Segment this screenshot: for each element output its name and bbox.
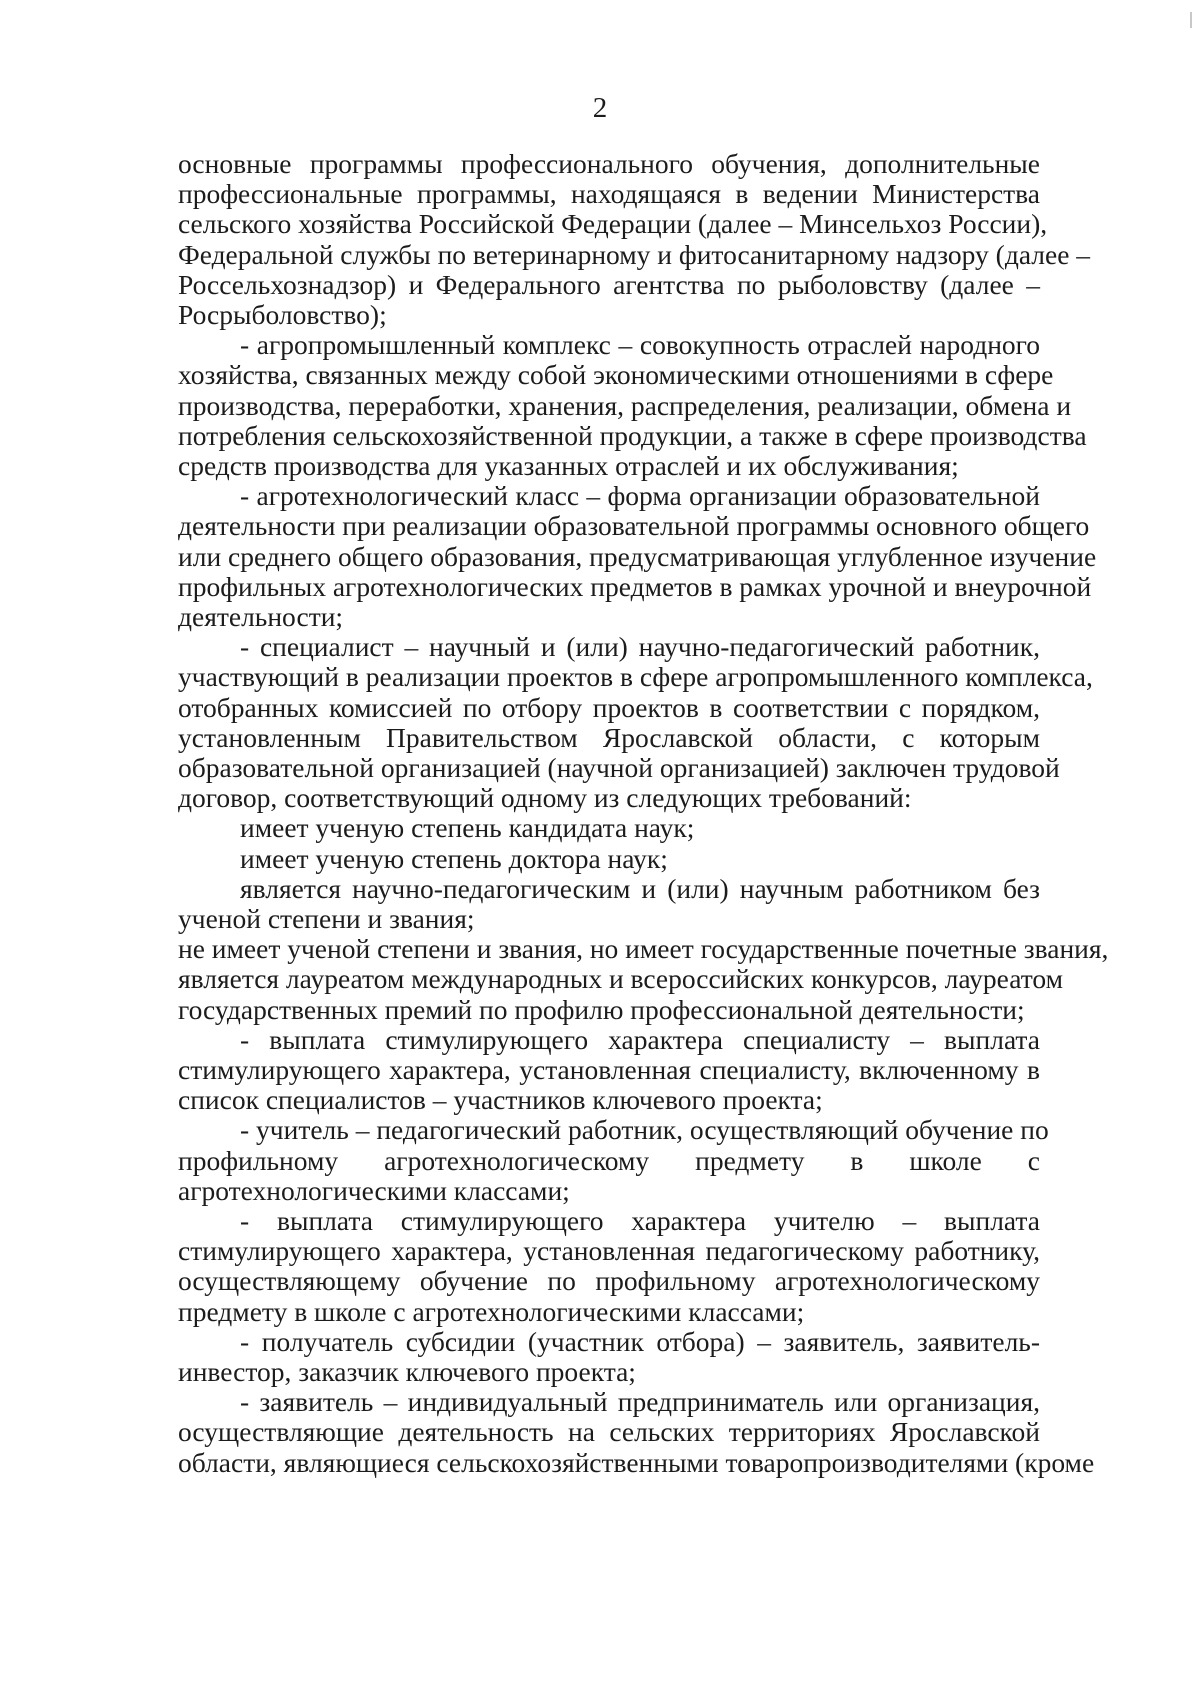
text-line: Росрыболовство); bbox=[178, 299, 387, 330]
text-line: профильных агротехнологических предметов в рамках урочной и внеурочной bbox=[178, 571, 1092, 602]
text-line: Федеральной службы по ветеринарному и фитосанитарному надзору (далее – bbox=[178, 239, 1091, 270]
text-line: - агропромышленный комплекс – совокупность отраслей народного bbox=[240, 329, 1040, 360]
text-line: области, являющиеся сельскохозяйственными товаропроизводителями (кроме bbox=[178, 1447, 1095, 1478]
text-line: потребления сельскохозяйственной продукции, а также в сфере производства bbox=[178, 420, 1087, 451]
text-line: стимулирующего характера, установленная специалисту, включенному в bbox=[178, 1054, 1040, 1085]
text-line: стимулирующего характера, установленная педагогическому работнику, bbox=[178, 1235, 1040, 1266]
text-line: договор, соответствующий одному из следующих требований: bbox=[178, 782, 912, 813]
text-line: профессиональные программы, находящаяся в ведении Министерства bbox=[178, 178, 1040, 209]
text-line: - специалист – научный и (или) научно-педагогический работник, bbox=[240, 631, 1040, 662]
text-line: осуществляющие деятельность на сельских территориях Ярославской bbox=[178, 1416, 1040, 1447]
text-line: - получатель субсидии (участник отбора) – заявитель, заявитель- bbox=[240, 1326, 1040, 1357]
text-line: предмету в школе с агротехнологическими классами; bbox=[178, 1296, 805, 1327]
text-line: государственных премий по профилю профессиональной деятельности; bbox=[178, 994, 1025, 1025]
text-line: имеет ученую степень доктора наук; bbox=[240, 843, 668, 874]
text-line: имеет ученую степень кандидата наук; bbox=[240, 812, 695, 843]
text-line: является лауреатом международных и всероссийских конкурсов, лауреатом bbox=[178, 963, 1063, 994]
text-line: деятельности; bbox=[178, 601, 344, 632]
text-line: сельского хозяйства Российской Федерации (далее – Минсельхоз России), bbox=[178, 208, 1048, 239]
text-line: ученой степени и звания; bbox=[178, 903, 475, 934]
text-line: профильному агротехнологическому предмету в школе с bbox=[178, 1145, 1040, 1176]
text-line: является научно-педагогическим и (или) научным работником без bbox=[240, 873, 1040, 904]
text-line: осуществляющему обучение по профильному агротехнологическому bbox=[178, 1265, 1040, 1296]
text-line: установленным Правительством Ярославской области, с которым bbox=[178, 722, 1040, 753]
text-line: список специалистов – участников ключевого проекта; bbox=[178, 1084, 823, 1115]
scan-edge-mark bbox=[1190, 12, 1192, 28]
text-line: участвующий в реализации проектов в сфере агропромышленного комплекса, bbox=[178, 661, 1093, 692]
text-line: средств производства для указанных отраслей и их обслуживания; bbox=[178, 450, 959, 481]
text-line: агротехнологическими классами; bbox=[178, 1175, 570, 1206]
text-line: не имеет ученой степени и звания, но имеет государственные почетные звания, bbox=[178, 933, 1109, 964]
text-line: производства, переработки, хранения, распределения, реализации, обмена и bbox=[178, 390, 1072, 421]
text-line: основные программы профессионального обучения, дополнительные bbox=[178, 148, 1040, 179]
text-line: образовательной организацией (научной организацией) заключен трудовой bbox=[178, 752, 1060, 783]
text-line: Россельхознадзор) и Федерального агентства по рыболовству (далее – bbox=[178, 269, 1040, 300]
page-number: 2 bbox=[592, 92, 608, 124]
text-line: хозяйства, связанных между собой экономическими отношениями в сфере bbox=[178, 359, 1054, 390]
text-line: - учитель – педагогический работник, осуществляющий обучение по bbox=[240, 1114, 1049, 1145]
text-line: отобранных комиссией по отбору проектов в соответствии с порядком, bbox=[178, 692, 1040, 723]
text-line: - агротехнологический класс – форма организации образовательной bbox=[240, 480, 1040, 511]
text-line: - заявитель – индивидуальный предприниматель или организация, bbox=[240, 1386, 1040, 1417]
text-line: - выплата стимулирующего характера специалисту – выплата bbox=[240, 1024, 1040, 1055]
text-line: или среднего общего образования, предусматривающая углубленное изучение bbox=[178, 541, 1097, 572]
text-line: - выплата стимулирующего характера учителю – выплата bbox=[240, 1205, 1040, 1236]
text-line: деятельности при реализации образовательной программы основного общего bbox=[178, 510, 1090, 541]
text-line: инвестор, заказчик ключевого проекта; bbox=[178, 1356, 636, 1387]
